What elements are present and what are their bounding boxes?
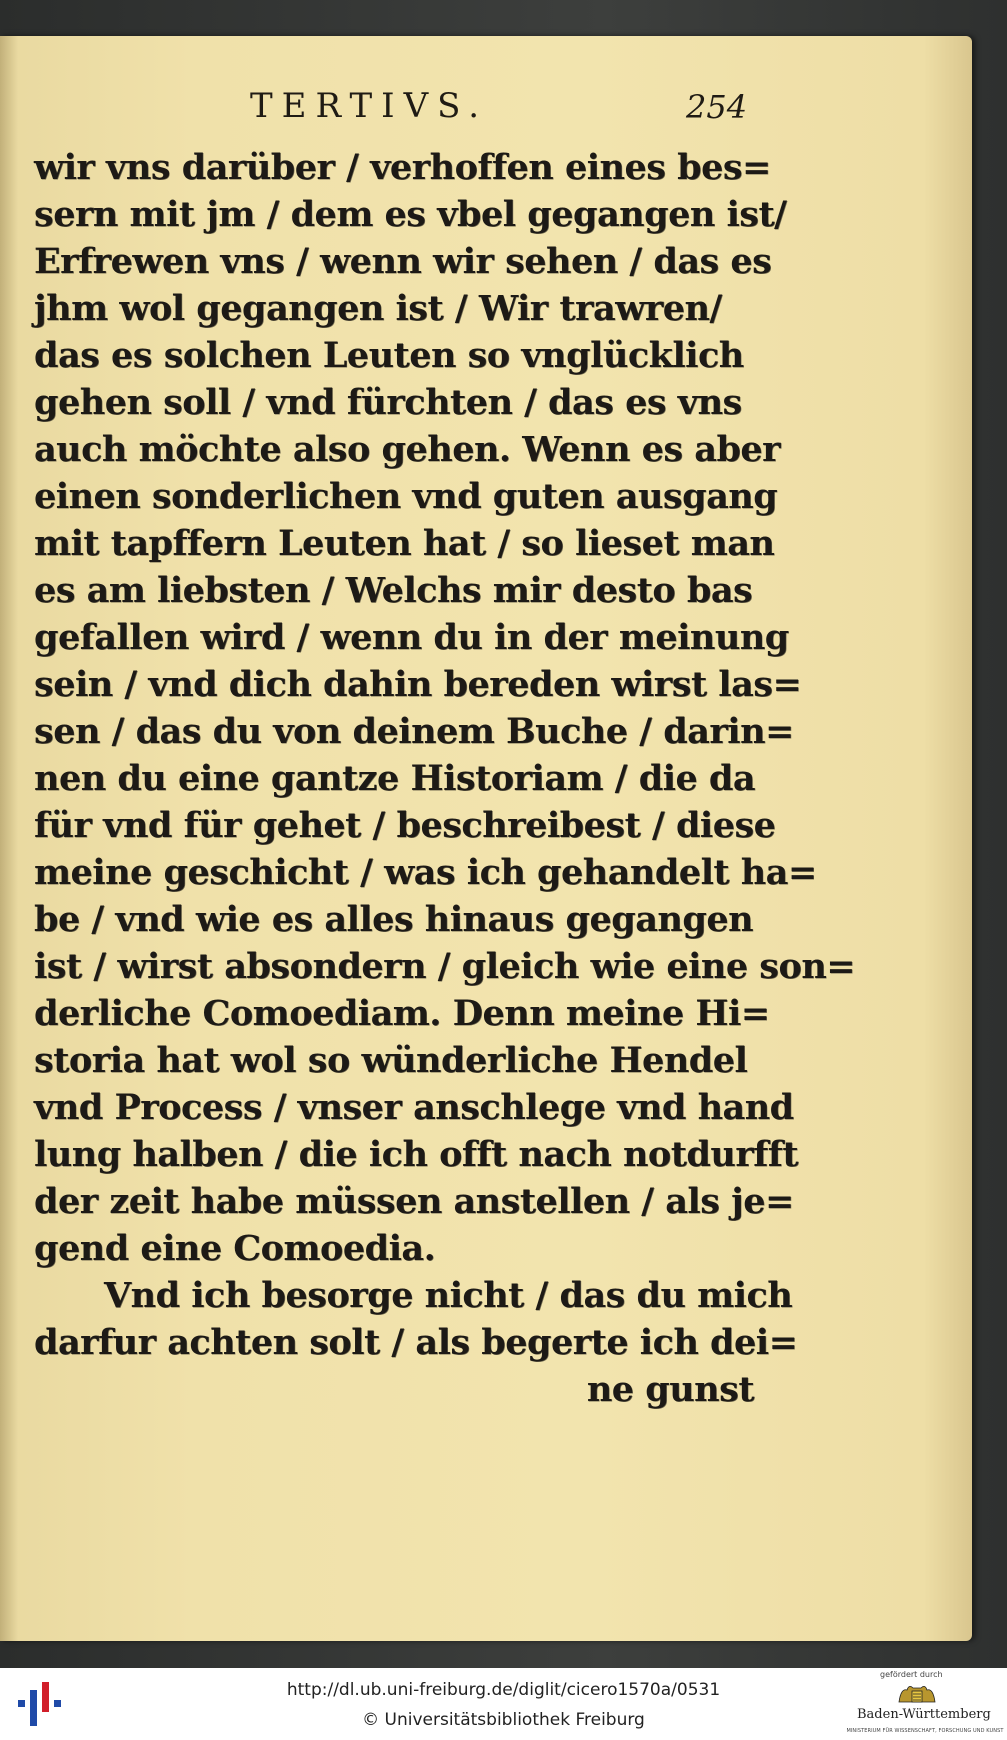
text-line: darfur achten solt / als begerte ich dei= — [34, 1322, 798, 1363]
text-line: storia hat wol so wünderliche Hendel — [34, 1040, 748, 1081]
running-head: TERTIVS. — [250, 86, 489, 126]
text-line: einen sonderlichen vnd guten ausgang — [34, 476, 778, 517]
copyright-notice: © Universitätsbibliothek Freiburg — [362, 1710, 645, 1730]
text-line: Erfrewen vns / wenn wir sehen / das es — [34, 241, 772, 282]
text-line: sen / das du von deinem Buche / darin= — [34, 711, 794, 752]
text-line: gefallen wird / wenn du in der meinung — [34, 617, 789, 658]
sponsor-name: Baden-Württemberg — [857, 1707, 991, 1722]
text-line: nen du eine gantze Historiam / die da — [34, 758, 756, 799]
text-line: gend eine Comoedia. — [34, 1228, 436, 1269]
text-line: gehen soll / vnd fürchten / das es vns — [34, 382, 742, 423]
text-line: wir vns darüber / verhoffen eines bes= — [34, 147, 771, 188]
text-line: sern mit jm / dem es vbel gegangen ist/ — [34, 194, 787, 235]
text-line: vnd Process / vnser anschlege vnd hand — [34, 1087, 794, 1128]
text-line: meine geschicht / was ich gehandelt ha= — [34, 852, 817, 893]
text-line: für vnd für gehet / beschreibest / diese — [34, 805, 776, 846]
text-line: es am liebsten / Welchs mir desto bas — [34, 570, 753, 611]
text-line: ist / wirst absondern / gleich wie eine son= — [34, 946, 856, 987]
coat-of-arms-icon — [897, 1682, 937, 1704]
sponsor-ministry: MINISTERIUM FÜR WISSENSCHAFT, FORSCHUNG UND KUNST — [846, 1728, 1004, 1734]
page-number: 254 — [686, 88, 748, 126]
text-line: be / vnd wie es alles hinaus gegangen — [34, 899, 754, 940]
catchword: ne gunst — [586, 1369, 754, 1410]
text-line: lung halben / die ich offt nach notdurfft — [34, 1134, 799, 1175]
book-page — [0, 36, 972, 1641]
permalink-url[interactable]: http://dl.ub.uni-freiburg.de/diglit/cicero1570a/0531 — [286, 1680, 721, 1700]
sponsor-caption: gefördert durch — [880, 1670, 943, 1679]
text-line: derliche Comoediam. Denn meine Hi= — [34, 993, 770, 1034]
page-header — [0, 86, 972, 136]
text-line: das es solchen Leuten so vnglücklich — [34, 335, 744, 376]
text-line: der zeit habe müssen anstellen / als je= — [34, 1181, 794, 1222]
text-block — [34, 144, 856, 1413]
text-line: sein / vnd dich dahin bereden wirst las= — [34, 664, 802, 705]
text-line: jhm wol gegangen ist / Wir trawren/ — [34, 288, 722, 329]
text-line: auch möchte also gehen. Wenn es aber — [34, 429, 781, 470]
paragraph-first-line: Vnd ich besorge nicht / das du mich — [104, 1275, 793, 1316]
viewer-footer — [0, 1668, 1007, 1740]
text-line: mit tapffern Leuten hat / so lieset man — [34, 523, 775, 564]
